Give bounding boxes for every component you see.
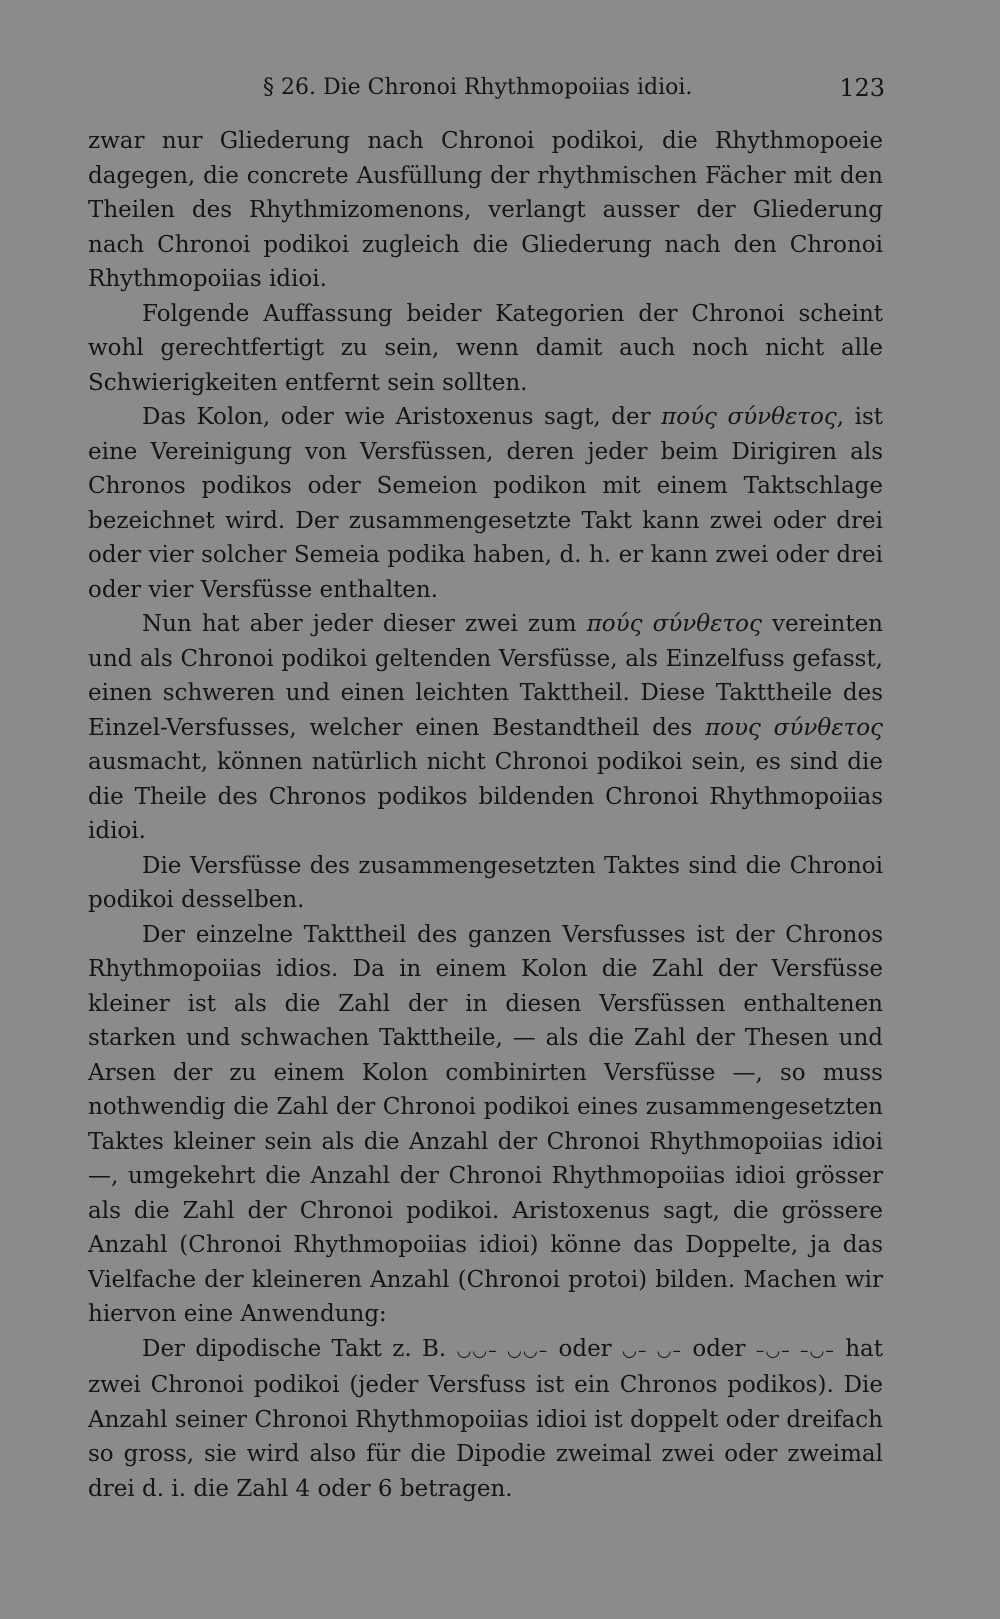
- metrical-notation: ◡– ◡–: [621, 1340, 683, 1361]
- paragraph: [88, 607, 883, 849]
- page-number: 123: [839, 74, 885, 102]
- text-run: oder: [682, 1335, 756, 1362]
- paragraph: [88, 400, 883, 607]
- paragraph: [88, 297, 883, 401]
- greek-term: πους σύνθετος: [705, 714, 883, 741]
- paragraph: [88, 918, 883, 1332]
- paragraph: [88, 849, 883, 918]
- metrical-notation: ◡◡– ◡◡–: [456, 1340, 549, 1361]
- text-run: Nun hat aber jeder dieser zwei zum: [142, 611, 587, 637]
- paragraph: [88, 124, 883, 297]
- paragraph: [88, 1332, 883, 1507]
- text-run: Das Kolon, oder wie Aristoxenus sagt, der: [142, 404, 662, 430]
- text-run: vereinten und als Chronoi podikoi geltenden Versfüsse, als Einzelfuss gefasst, einen schweren und einen leichten Takttheil. Diese Takttheile des Einzel-Versfusses, welcher einen Bestandtheil des: [88, 611, 884, 741]
- body-text: [88, 124, 883, 1506]
- greek-term: πούς σύνθετος: [586, 611, 762, 637]
- text-run: zwar nur Gliederung nach Chronoi podikoi, die Rhythmopoeie dagegen, die concrete Ausfüllung der rhythmischen Fächer mit den Theilen des Rhythmizomenons, verlangt ausser der Gliederung nach Chronoi podikoi zugleich die Gliederung nach den Chronoi Rhythmopoiias idioi.: [88, 128, 883, 292]
- running-header: [88, 68, 885, 108]
- text-run: ausmacht, können natürlich nicht Chronoi podikoi sein, es sind die die Theile des Chronos podikos bildenden Chronoi Rhythmopoiias idioi.: [88, 749, 883, 844]
- text-run: Folgende Auffassung beider Kategorien der Chronoi scheint wohl gerechtfertigt zu sein, wenn damit auch noch nicht alle Schwierigkeiten entfernt sein sollten.: [88, 300, 883, 396]
- text-run: oder: [548, 1335, 622, 1362]
- text-run: hat zwei Chronoi podikoi (jeder Versfuss ist ein Chronos podikos). Die Anzahl seiner Chronoi Rhythmopoiias idioi ist doppelt oder dreifach so gross, sie wird also für die Dipodie zweimal zwei oder zweimal drei d. i. die Zahl 4 oder 6 betragen.: [88, 1335, 883, 1502]
- greek-term: πούς σύνθετος: [661, 404, 837, 430]
- running-title: § 26. Die Chronoi Rhythmopoiias idioi.: [263, 75, 693, 100]
- text-run: , ist eine Vereinigung von Versfüssen, deren jeder beim Dirigiren als Chronos podikos oder Semeion podikon mit einem Taktschlage bezeichnet wird. Der zusammengesetzte Takt kann zwei oder drei oder vier solcher Semeia podika haben, d. h. er kann zwei oder drei oder vier Versfüsse enthalten.: [88, 404, 883, 603]
- metrical-notation: –◡– –◡–: [755, 1340, 835, 1361]
- text-run: Der dipodische Takt z. B.: [142, 1335, 457, 1362]
- text-run: Der einzelne Takttheil des ganzen Versfusses ist der Chronos Rhythmopoiias idios. Da in einem Kolon die Zahl der Versfüsse kleiner ist als die Zahl der in diesen Versfüssen enthaltenen starken und schwachen Takttheile, — als die Zahl der Thesen und Arsen der zu einem Kolon combinirten Versfüsse —, so muss nothwendig die Zahl der Chronoi podikoi eines zusammengesetzten Taktes kleiner sein als die Anzahl der Chronoi Rhythmopoiias idioi —, umgekehrt die Anzahl der Chronoi Rhythmopoiias idioi grösser als die Zahl der Chronoi podikoi. Aristoxenus sagt, die grössere Anzahl (Chronoi Rhythmopoiias idioi) könne das Doppelte, ja das Vielfache der kleineren Anzahl (Chronoi protoi) bilden. Machen wir hiervon eine Anwendung:: [88, 921, 883, 1327]
- text-run: Die Versfüsse des zusammengesetzten Taktes sind die Chronoi podikoi desselben.: [88, 852, 883, 913]
